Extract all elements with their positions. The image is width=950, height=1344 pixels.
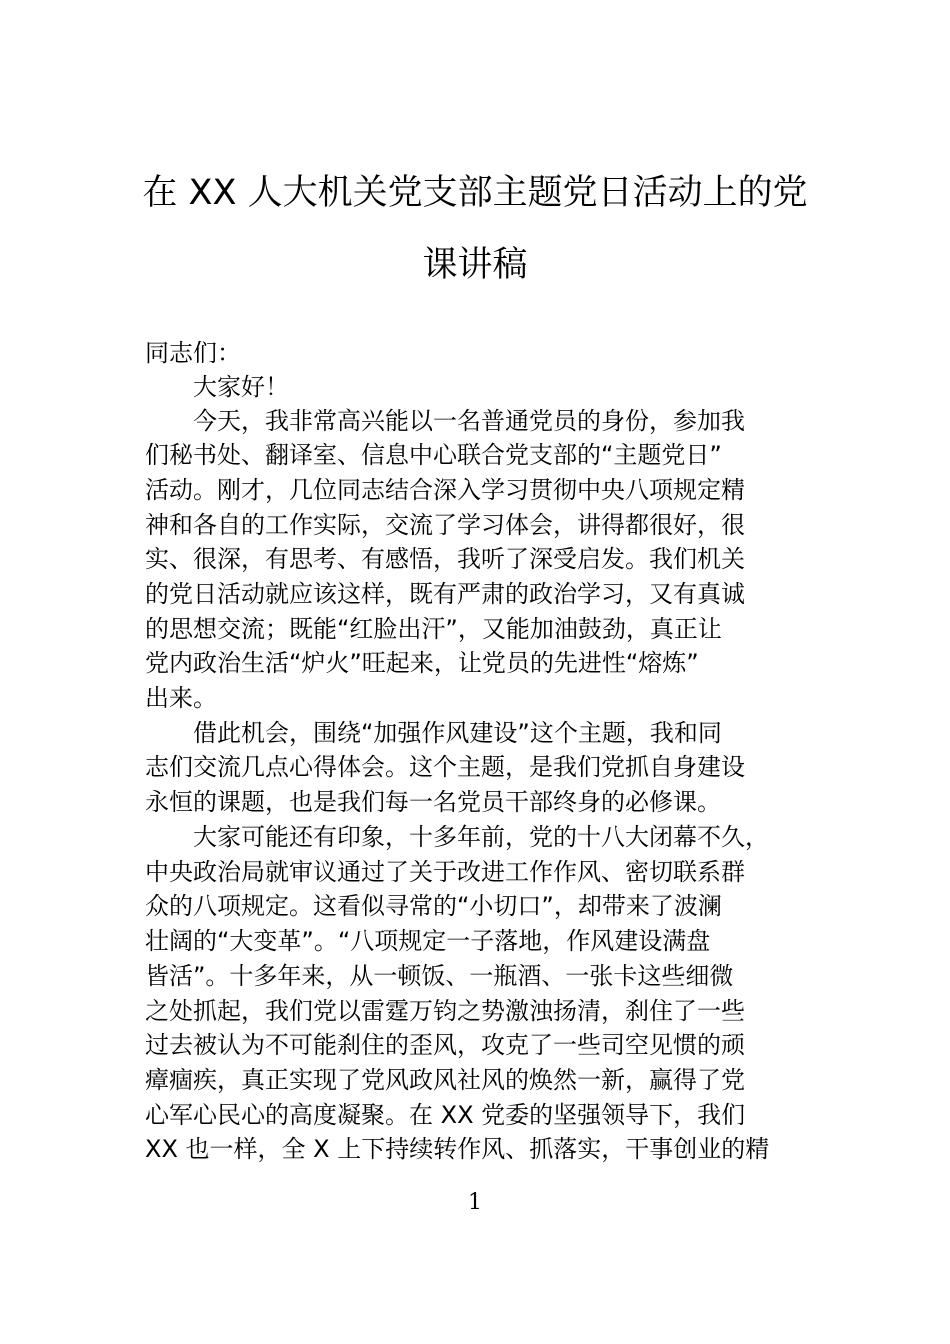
body-line: 们秘书处、翻译室、信息中心联合党支部的“主题党日” xyxy=(145,441,722,469)
body-line: 党内政治生活“炉火”旺起来，让党员的先进性“熔炼” xyxy=(145,649,699,677)
body-line: 永恒的课题，也是我们每一名党员干部终身的必修课。 xyxy=(145,788,721,816)
body-line: 过去被认为不可能刹住的歪风，攻克了一些司空见惯的顽 xyxy=(145,1031,745,1059)
body-line: XX 也一样，全 X 上下持续转作风、抓落实，干事创业的精 xyxy=(145,1135,770,1163)
document-title-line-2: 课讲稿 xyxy=(422,245,528,285)
body-line: 心军心民心的高度凝聚。在 XX 党委的坚强领导下，我们 xyxy=(145,1101,746,1129)
document-title-line-1: 在 XX 人大机关党支部主题党日活动上的党 xyxy=(142,173,808,213)
body-line: 的思想交流；既能“红脸出汗”，又能加油鼓劲，真正让 xyxy=(145,615,722,643)
body-line: 出来。 xyxy=(145,684,217,712)
salutation: 同志们： xyxy=(145,339,241,367)
body-line: 神和各自的工作实际，交流了学习体会，讲得都很好，很 xyxy=(145,511,745,539)
body-line: 大家可能还有印象，十多年前，党的十八大闭幕不久， xyxy=(193,823,769,851)
body-line: 实、很深，有思考、有感悟，我听了深受启发。我们机关 xyxy=(145,545,745,573)
body-line: 壮阔的“大变革”。“八项规定一子落地，作风建设满盘 xyxy=(145,927,711,955)
page-number: 1 xyxy=(468,1190,482,1215)
body-line: 瘴痼疾，真正实现了党风政风社风的焕然一新，赢得了党 xyxy=(145,1066,745,1094)
body-line: 众的八项规定。这看似寻常的“小切口”，却带来了波澜 xyxy=(145,892,722,920)
body-line: 借此机会，围绕“加强作风建设”这个主题，我和同 xyxy=(193,719,722,747)
greeting: 大家好！ xyxy=(193,373,289,401)
body-line: 的党日活动就应该这样，既有严肃的政治学习，又有真诚 xyxy=(145,580,745,608)
body-line: 今天，我非常高兴能以一名普通党员的身份，参加我 xyxy=(193,407,745,435)
body-line: 皆活”。十多年来，从一顿饭、一瓶酒、一张卡这些细微 xyxy=(145,962,734,990)
body-line: 之处抓起，我们党以雷霆万钧之势激浊扬清，刹住了一些 xyxy=(145,997,745,1025)
body-line: 中央政治局就审议通过了关于改进工作作风、密切联系群 xyxy=(145,858,745,886)
body-line: 活动。刚才，几位同志结合深入学习贯彻中央八项规定精 xyxy=(145,476,745,504)
body-line: 志们交流几点心得体会。这个主题，是我们党抓自身建设 xyxy=(145,753,745,781)
